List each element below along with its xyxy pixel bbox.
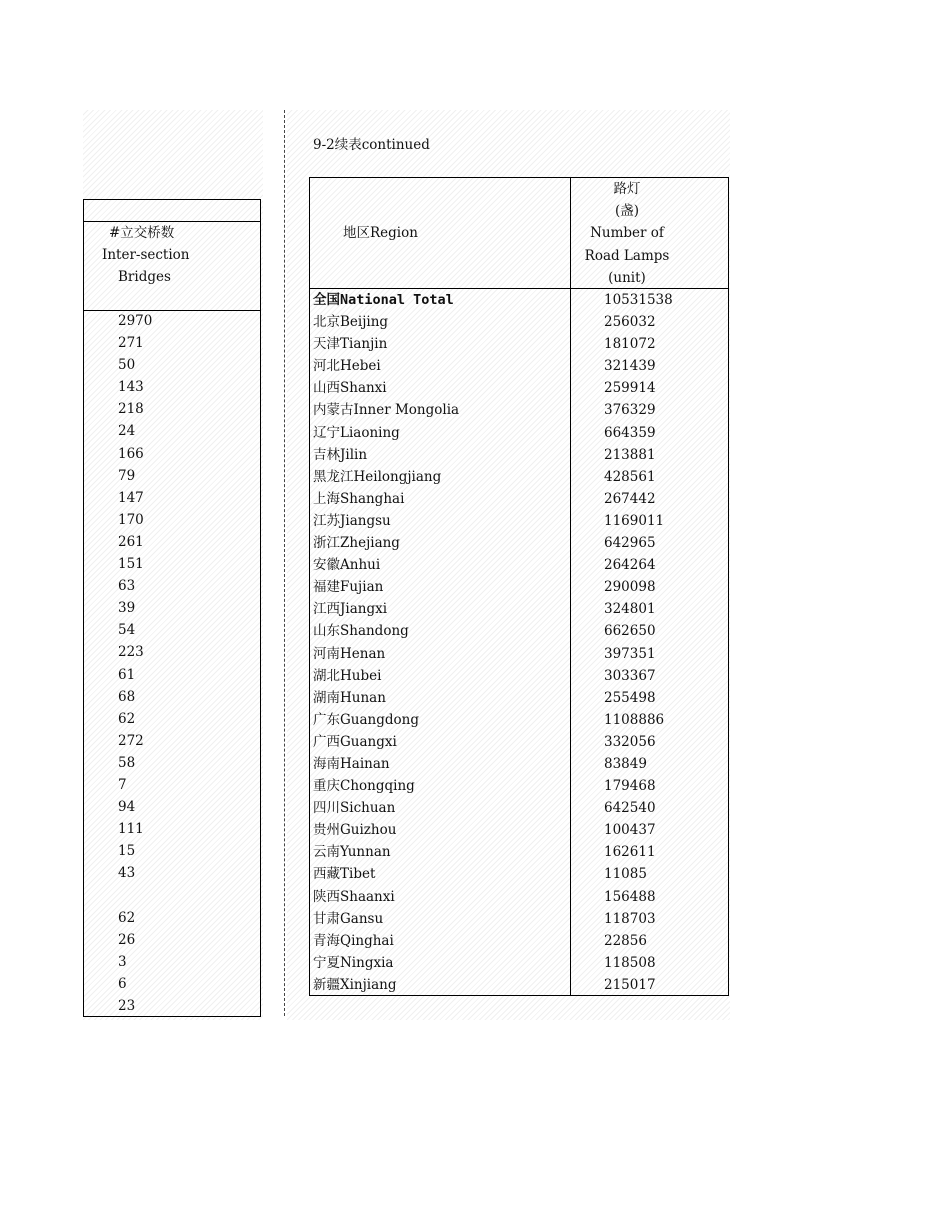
region-name: 宁夏Ningxia — [313, 954, 394, 971]
road-lamps-value: 324801 — [604, 601, 656, 618]
region-name: 吉林Jilin — [313, 446, 368, 463]
bridges-table — [83, 199, 261, 1017]
table-row — [313, 841, 713, 863]
bridges-value-cell: 43 — [118, 865, 136, 882]
lamps-header-cn: 路灯 — [613, 181, 641, 197]
table-row — [313, 974, 713, 996]
bridges-header-en-1: Inter-section — [102, 247, 190, 263]
region-name: 西藏Tibet — [313, 866, 376, 883]
region-name: 重庆Chongqing — [313, 778, 415, 795]
bridges-value-cell: 24 — [118, 423, 136, 440]
road-lamps-value: 156488 — [604, 888, 656, 905]
road-lamps-value: 162611 — [604, 844, 656, 861]
region-name: 陕西Shaanxi — [313, 888, 395, 905]
road-lamps-value: 321439 — [604, 358, 656, 375]
road-lamps-value: 11085 — [604, 866, 647, 883]
road-lamps-value: 118703 — [604, 910, 656, 927]
road-lamps-value: 255498 — [604, 689, 656, 706]
table-row — [313, 289, 713, 311]
region-name: 山东Shandong — [313, 623, 409, 640]
bridges-value-cell: 54 — [118, 622, 136, 639]
region-name: 河北Hebei — [313, 358, 381, 375]
region-name: 湖北Hubei — [313, 667, 382, 684]
table-row — [313, 731, 713, 753]
bridges-value-cell: 272 — [118, 732, 144, 749]
region-name: 山西Shanxi — [313, 380, 387, 397]
lamps-header-en-2: Road Lamps — [584, 247, 670, 264]
road-lamps-value: 397351 — [604, 645, 656, 662]
table-row — [313, 753, 713, 775]
table-row — [313, 620, 713, 642]
bridges-value-cell: 50 — [118, 357, 136, 374]
bridges-column-header — [83, 222, 261, 310]
page-break-line — [284, 110, 285, 1016]
table-row — [313, 819, 713, 841]
road-lamps-value: 303367 — [604, 667, 656, 684]
region-name: 河南Henan — [313, 645, 386, 662]
bridges-value-cell: 170 — [118, 511, 144, 528]
bridges-header-en-2: Bridges — [118, 269, 171, 285]
table-row — [313, 598, 713, 620]
road-lamps-value: 259914 — [604, 380, 656, 397]
region-name: 海南Hainan — [313, 755, 390, 772]
region-name: 新疆Xinjiang — [313, 976, 397, 993]
table-row — [313, 775, 713, 797]
region-name: 青海Qinghai — [313, 932, 394, 949]
bridges-value-cell: 261 — [118, 533, 144, 550]
bridges-header-bottom-border — [83, 310, 261, 311]
bridges-value-cell: 3 — [118, 953, 127, 970]
table-title: 9-2续表continued — [313, 137, 430, 153]
road-lamps-value: 118508 — [604, 954, 656, 971]
table-row — [313, 908, 713, 930]
region-name: 全国National Total — [313, 292, 454, 308]
bridges-value-cell: 63 — [118, 578, 136, 595]
region-name: 天津Tianjin — [313, 336, 388, 353]
region-name: 甘肃Gansu — [313, 910, 384, 927]
road-lamps-value: 100437 — [604, 822, 656, 839]
region-name: 北京Beijing — [313, 314, 389, 331]
table-row — [313, 510, 713, 532]
road-lamps-value: 664359 — [604, 424, 656, 441]
bridges-value-cell: 271 — [118, 335, 144, 352]
road-lamps-value: 215017 — [604, 976, 656, 993]
bridges-value-cell: 26 — [118, 931, 136, 948]
bridges-value-cell: 6 — [118, 975, 127, 992]
table-row — [313, 930, 713, 952]
bridges-value-cell: 62 — [118, 909, 136, 926]
table-row — [313, 576, 713, 598]
bridges-value-cell: 147 — [118, 489, 144, 506]
region-column-header: 地区Region — [343, 225, 418, 241]
bridges-value-cell: 143 — [118, 379, 144, 396]
bridges-value-cell: 151 — [118, 556, 144, 573]
lamps-header-unit-en: (unit) — [608, 269, 646, 286]
road-lamps-value: 332056 — [604, 733, 656, 750]
bridges-value-cell — [118, 884, 152, 906]
table-row — [313, 886, 713, 908]
bridges-value-cell: 68 — [118, 688, 136, 705]
road-lamps-value: 213881 — [604, 446, 656, 463]
table-row — [313, 709, 713, 731]
table-row — [313, 355, 713, 377]
bridges-value-cell: 223 — [118, 644, 144, 661]
road-lamps-value: 428561 — [604, 468, 656, 485]
region-name: 福建Fujian — [313, 579, 384, 596]
bridges-values-column — [118, 310, 152, 1017]
region-name: 四川Sichuan — [313, 800, 396, 817]
road-lamps-value: 290098 — [604, 579, 656, 596]
bridges-value-cell: 111 — [118, 821, 144, 838]
lamps-header-en-1: Number of — [590, 225, 664, 242]
road-lamps-value: 642965 — [604, 535, 656, 552]
region-name: 内蒙古Inner Mongolia — [313, 402, 460, 419]
table-row — [313, 488, 713, 510]
bridges-value-cell: 2970 — [118, 313, 153, 329]
region-name: 安徽Anhui — [313, 557, 381, 574]
table-row — [313, 665, 713, 687]
region-name: 湖南Hunan — [313, 689, 386, 706]
bridges-value-cell: 218 — [118, 401, 144, 418]
road-lamps-value: 1108886 — [604, 711, 665, 728]
region-name: 辽宁Liaoning — [313, 424, 400, 441]
region-name: 黑龙江Heilongjiang — [313, 468, 442, 485]
road-lamps-value: 642540 — [604, 800, 656, 817]
road-lamps-value: 22856 — [604, 932, 647, 949]
road-lamps-value: 10531538 — [604, 292, 673, 308]
table-row — [313, 863, 713, 885]
table-row — [313, 422, 713, 444]
bridges-value-cell: 15 — [118, 843, 136, 860]
bridges-value-cell: 39 — [118, 600, 136, 617]
table-row — [313, 399, 713, 421]
lamps-column-header — [571, 178, 683, 289]
road-lamps-value: 267442 — [604, 490, 656, 507]
table-row — [313, 554, 713, 576]
table-row — [313, 952, 713, 974]
table-row — [313, 687, 713, 709]
road-lamps-value: 1169011 — [604, 512, 665, 529]
lamps-header-unit-cn: (盏) — [614, 203, 640, 220]
table-row — [313, 466, 713, 488]
bridges-value-cell: 58 — [118, 754, 136, 771]
road-lamps-value: 181072 — [604, 336, 656, 353]
region-name: 江苏Jiangsu — [313, 512, 391, 529]
region-name: 云南Yunnan — [313, 844, 391, 861]
road-lamps-value: 256032 — [604, 314, 656, 331]
road-lamps-value: 376329 — [604, 402, 656, 419]
bridges-value-cell: 79 — [118, 467, 136, 484]
road-lamps-value: 264264 — [604, 557, 656, 574]
bridges-value-cell: 94 — [118, 799, 136, 816]
table-row — [313, 444, 713, 466]
region-name: 江西Jiangxi — [313, 601, 388, 618]
table-row — [313, 532, 713, 554]
table-row — [313, 333, 713, 355]
bridges-value-cell: 23 — [118, 997, 136, 1014]
bridges-header-cn: #立交桥数 — [109, 225, 175, 241]
road-lamps-value: 662650 — [604, 623, 656, 640]
table-row — [313, 377, 713, 399]
bridges-value-cell: 7 — [118, 776, 127, 793]
region-name: 贵州Guizhou — [313, 822, 397, 839]
region-name: 上海Shanghai — [313, 490, 405, 507]
bridges-value-cell: 61 — [118, 666, 136, 683]
region-name: 广东Guangdong — [313, 711, 419, 728]
table-row — [313, 797, 713, 819]
table-row — [313, 311, 713, 333]
region-name: 广西Guangxi — [313, 733, 397, 750]
road-lamps-value: 83849 — [604, 755, 647, 772]
table-body — [313, 289, 713, 996]
region-name: 浙江Zhejiang — [313, 535, 400, 552]
bridges-value-cell: 166 — [118, 445, 144, 462]
bridges-value-cell: 62 — [118, 710, 136, 727]
table-row — [313, 643, 713, 665]
road-lamps-value: 179468 — [604, 778, 656, 795]
